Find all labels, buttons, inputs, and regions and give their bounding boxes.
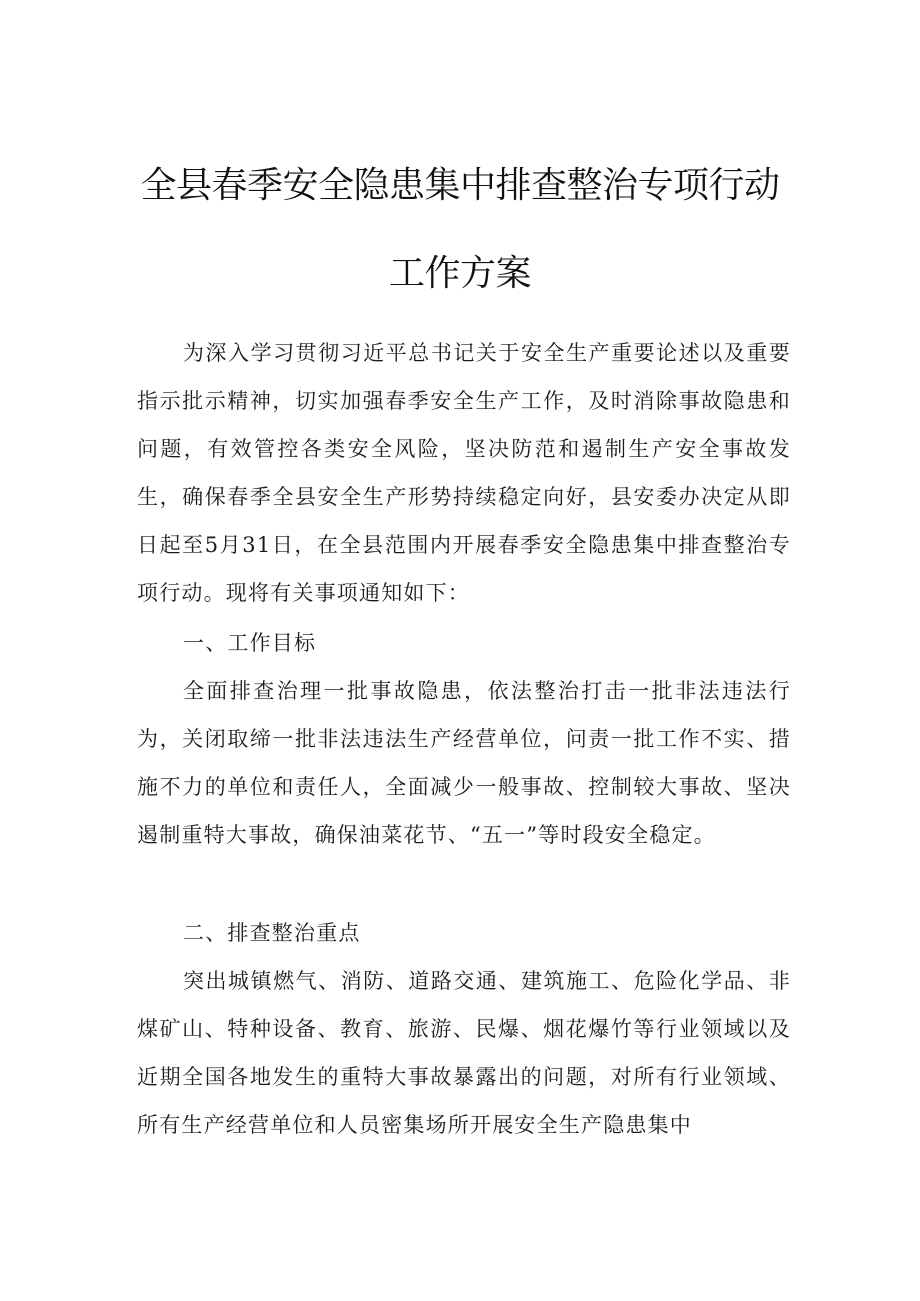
document-title-line-1: 全县春季安全隐患集中排查整治专项行动 <box>140 165 780 206</box>
section-heading-work-goals: 一、工作目标 <box>183 631 317 655</box>
section-heading-key-areas: 二、排查整治重点 <box>183 921 361 945</box>
document-title-line-2: 工作方案 <box>388 253 531 294</box>
key-areas-paragraph: 突出城镇燃气、消防、道路交通、建筑施工、危险化学品、非煤矿山、特种设备、教育、旅游、民爆、烟花爆竹等行业领域以及近期全国各地发生的重特大事故暴露出的问题，对所有行业领域、所有生产经营单位和人员密集场所开展安全生产隐患集中 <box>137 969 791 1137</box>
work-goals-paragraph: 全面排查治理一批事故隐患，依法整治打击一批非法违法行为，关闭取缔一批非法违法生产经营单位，问责一批工作不实、措施不力的单位和责任人，全面减少一般事故、控制较大事故、坚决遏制重特大事故，确保油菜花节、“五一”等时段安全稳定。 <box>137 679 791 847</box>
intro-paragraph: 为深入学习贯彻习近平总书记关于安全生产重要论述以及重要指示批示精神，切实加强春季安全生产工作，及时消除事故隐患和问题，有效管控各类安全风险，坚决防范和遏制生产安全事故发生，确保春季全县安全生产形势持续稳定向好，县安委办决定从即日起至5月31日，在全县范围内开展春季安全隐患集中排查整治专项行动。现将有关事项通知如下： <box>137 341 791 605</box>
